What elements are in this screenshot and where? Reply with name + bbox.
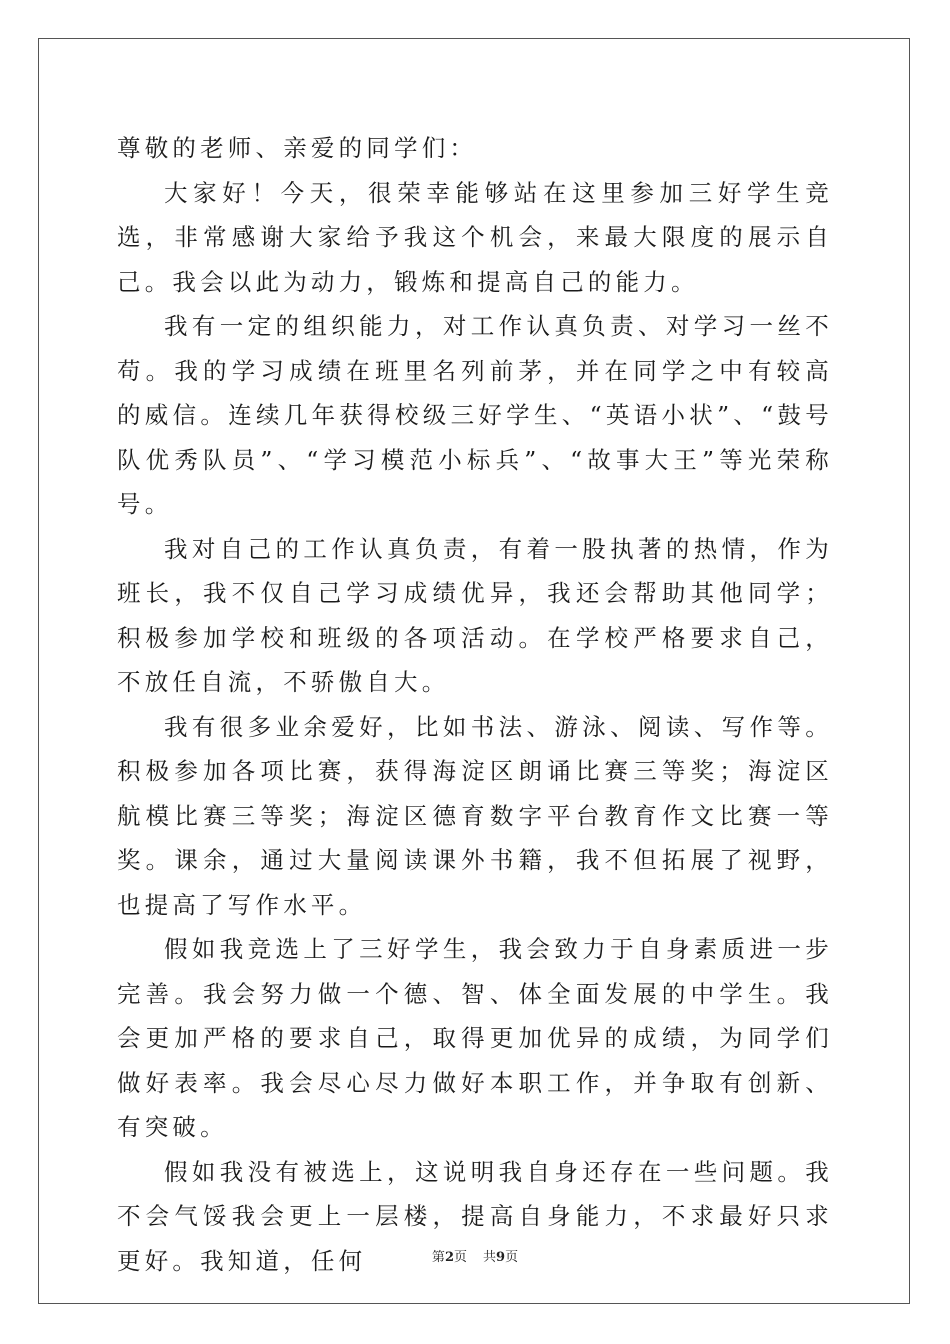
paragraph-if-elected: 假如我竞选上了三好学生，我会致力于自身素质进一步完善。我会努力做一个德、智、体全面发展的中学生。我会更加严格的要求自己，取得更加优异的成绩，为同学们做好表率。我会尽心尽力做好本职工作，并争取有创新、有突破。 xyxy=(117,935,833,1141)
paragraph-if-not-elected: 假如我没有被选上，这说明我自身还存在一些问题。我不会气馁我会更上一层楼，提高自身能力，不求最好只求更好。我知道，任何 xyxy=(117,1157,833,1275)
paragraph-greeting: 大家好！今天，很荣幸能够站在这里参加三好学生竞选，非常感谢大家给予我这个机会，来最大限度的展示自己。我会以此为动力，锻炼和提高自己的能力。 xyxy=(117,178,833,296)
paragraph-hobbies: 我有很多业余爱好，比如书法、游泳、阅读、写作等。积极参加各项比赛，获得海淀区朗诵比赛三等奖；海淀区航模比赛三等奖；海淀区德育数字平台教育作文比赛一等奖。课余，通过大量阅读课外书籍，我不但拓展了视野，也提高了写作水平。 xyxy=(117,712,833,919)
paragraph-responsibility: 我对自己的工作认真负责，有着一股执著的热情，作为班长，我不仅自己学习成绩优异，我还会帮助其他同学；积极参加学校和班级的各项活动。在学校严格要求自己，不放任自流，不骄傲自大。 xyxy=(117,534,833,696)
page-total: 9 xyxy=(496,1250,506,1265)
total-suffix: 页 xyxy=(505,1250,519,1265)
page-footer xyxy=(0,1246,950,1265)
page-suffix: 页 xyxy=(453,1250,467,1265)
page-prefix: 第 xyxy=(431,1250,445,1265)
salutation: 尊敬的老师、亲爱的同学们： xyxy=(117,134,478,162)
page-current: 2 xyxy=(444,1250,454,1265)
paragraph-abilities: 我有一定的组织能力，对工作认真负责、对学习一丝不苟。我的学习成绩在班里名列前茅，并在同学之中有较高的威信。连续几年获得校级三好学生、“英语小状”、“鼓号队优秀队员”、“学习模范小标兵”、“故事大王”等光荣称号。 xyxy=(117,312,833,518)
total-prefix: 共 xyxy=(483,1250,497,1265)
document-body xyxy=(117,126,833,1283)
